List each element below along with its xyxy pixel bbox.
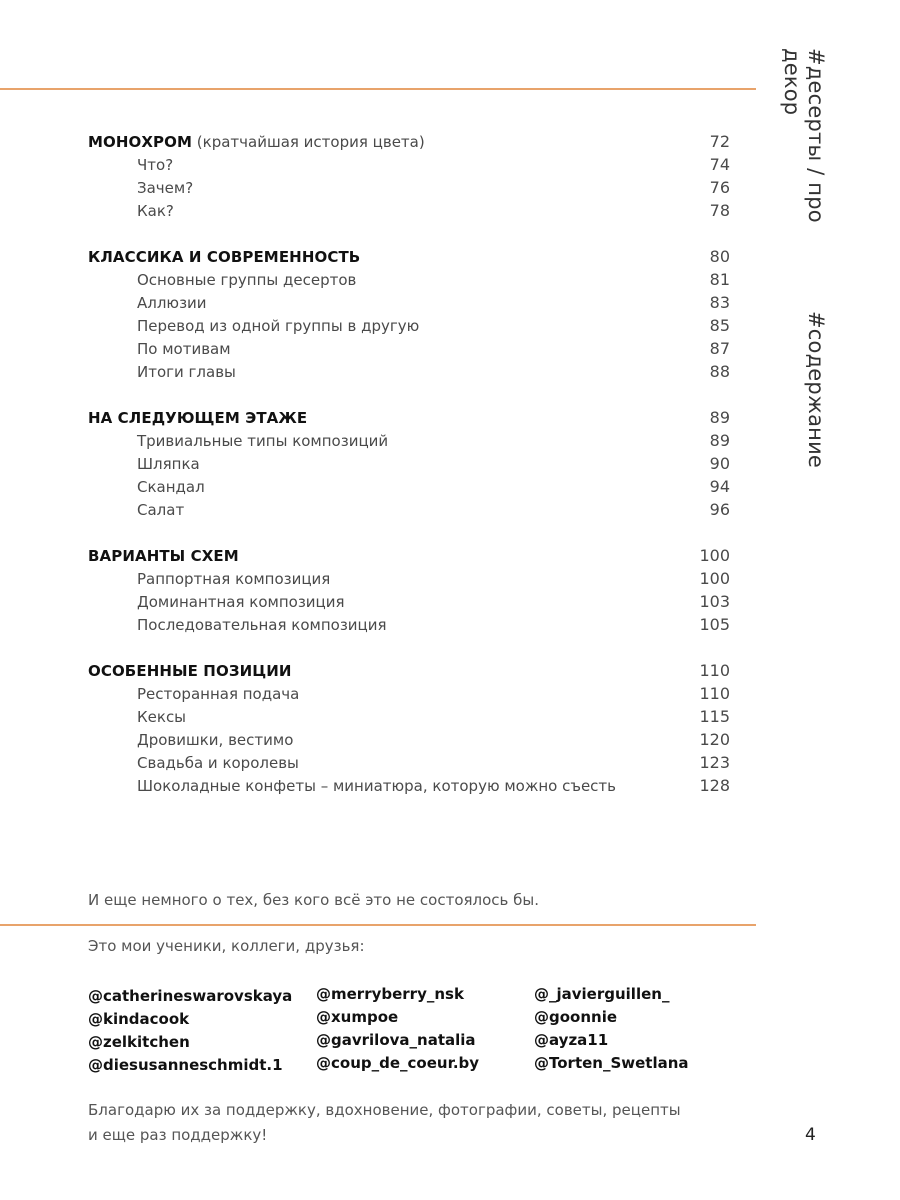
toc-page-number: 89 (709, 408, 730, 427)
toc-item-row (88, 567, 738, 590)
toc-item-title: Свадьба и королевы (137, 754, 299, 772)
toc-item-title: Шляпка (137, 455, 200, 473)
side-tag-desserts: #десерты / про декор (780, 48, 828, 223)
toc-chapter-title: КЛАССИКА И СОВРЕМЕННОСТЬ (88, 248, 361, 266)
toc-item-row (88, 176, 738, 199)
toc-page-number: 80 (709, 247, 730, 266)
toc-page-number: 103 (699, 592, 730, 611)
instagram-handle: @kindacook (88, 1010, 190, 1028)
toc-item-title: По мотивам (137, 340, 231, 358)
toc-page-number: 128 (699, 776, 730, 795)
toc-item-title: Скандал (137, 478, 205, 496)
handles-list (88, 983, 728, 1079)
toc-page-number: 100 (699, 546, 730, 565)
toc-item-row (88, 153, 738, 176)
toc-page-number: 85 (709, 316, 730, 335)
toc-page-number: 94 (709, 477, 730, 496)
side-tag-contents: #содержание (804, 310, 828, 468)
toc-chapter-row (88, 245, 738, 268)
toc-chapter-title: НА СЛЕДУЮЩЕМ ЭТАЖЕ (88, 409, 308, 427)
toc-chapter-title: ВАРИАНТЫ СХЕМ (88, 547, 239, 565)
toc-item-row (88, 360, 738, 383)
toc-page-number: 87 (709, 339, 730, 358)
toc-section (88, 245, 738, 383)
toc-page-number: 88 (709, 362, 730, 381)
toc-item-row (88, 452, 738, 475)
toc-item-row (88, 705, 738, 728)
toc-item-row (88, 475, 738, 498)
toc-chapter-row (88, 659, 738, 682)
instagram-handle: @xumpoe (316, 1008, 399, 1026)
toc-page-number: 89 (709, 431, 730, 450)
toc-page-number: 110 (699, 684, 730, 703)
toc-item-title: Кексы (137, 708, 187, 726)
toc-item-row (88, 774, 738, 797)
toc-section (88, 544, 738, 636)
handle-column (88, 985, 292, 1077)
toc-item-title: Зачем? (137, 179, 194, 197)
closing-line-1: Благодарю их за поддержку, вдохновение, фотографии, советы, рецепты (88, 1101, 681, 1119)
toc-item-title: Последовательная композиция (137, 616, 387, 634)
toc-page-number: 83 (709, 293, 730, 312)
toc-item-title: Дровишки, вестимо (137, 731, 294, 749)
toc-page-number: 110 (699, 661, 730, 680)
toc-page-number: 78 (709, 201, 730, 220)
toc-item-title: Раппортная композиция (137, 570, 331, 588)
instagram-handle: @coup_de_coeur.by (316, 1054, 480, 1072)
instagram-handle: @merryberry_nsk (316, 985, 464, 1003)
toc-page-number: 105 (699, 615, 730, 634)
toc-item-row (88, 613, 738, 636)
toc-page-number: 100 (699, 569, 730, 588)
side-tags (782, 48, 828, 468)
toc-section (88, 406, 738, 521)
toc-item-title: Основные группы десертов (137, 271, 357, 289)
toc-page-number: 123 (699, 753, 730, 772)
toc-item-row (88, 314, 738, 337)
thanks-text: И еще немного о тех, без кого всё это не состоялось бы. (88, 891, 540, 909)
instagram-handle: @gavrilova_natalia (316, 1031, 476, 1049)
page-number: 4 (805, 1125, 816, 1145)
toc-item-row (88, 199, 738, 222)
toc-item-title: Перевод из одной группы в другую (137, 317, 420, 335)
middle-divider (0, 924, 756, 926)
toc-page-number: 96 (709, 500, 730, 519)
toc-item-row (88, 682, 738, 705)
instagram-handle: @Torten_Swetlana (534, 1054, 689, 1072)
toc-item-title: Тривиальные типы композиций (137, 432, 389, 450)
toc-item-title: Ресторанная подача (137, 685, 300, 703)
closing-line-2: и еще раз поддержку! (88, 1126, 268, 1144)
toc-item-title: Доминантная композиция (137, 593, 345, 611)
toc-item-title: Итоги главы (137, 363, 236, 381)
toc-item-row (88, 498, 738, 521)
toc-chapter-row (88, 406, 738, 429)
toc-section (88, 659, 738, 797)
toc-page-number: 120 (699, 730, 730, 749)
toc-chapter-row (88, 544, 738, 567)
toc-section (88, 130, 738, 222)
toc-chapter-title: МОНОХРОМ (88, 133, 193, 151)
toc-page-number: 81 (709, 270, 730, 289)
top-divider (0, 88, 756, 90)
toc-chapter-note: (кратчайшая история цвета) (192, 133, 425, 151)
handle-column (534, 983, 689, 1075)
toc-item-title: Как? (137, 202, 174, 220)
instagram-handle: @diesusanneschmidt.1 (88, 1056, 283, 1074)
toc-item-title: Аллюзии (137, 294, 207, 312)
instagram-handle: @ayza11 (534, 1031, 609, 1049)
toc-chapter-row (88, 130, 738, 153)
toc-page-number: 72 (709, 132, 730, 151)
toc-page-number: 76 (709, 178, 730, 197)
toc-item-row (88, 291, 738, 314)
instagram-handle: @_javierguillen_ (534, 985, 670, 1003)
toc-item-row (88, 728, 738, 751)
toc-item-title: Что? (137, 156, 174, 174)
toc-item-row (88, 337, 738, 360)
closing-text (88, 1098, 728, 1148)
handle-column (316, 983, 479, 1075)
toc-page-number: 90 (709, 454, 730, 473)
toc-page-number: 115 (699, 707, 730, 726)
toc-item-row (88, 429, 738, 452)
toc-item-row (88, 268, 738, 291)
table-of-contents (88, 130, 738, 820)
toc-item-title: Шоколадные конфеты – миниатюра, которую можно съесть (137, 777, 616, 795)
toc-page-number: 74 (709, 155, 730, 174)
students-intro: Это мои ученики, коллеги, друзья: (88, 937, 365, 955)
toc-item-title: Салат (137, 501, 185, 519)
instagram-handle: @zelkitchen (88, 1033, 190, 1051)
instagram-handle: @goonnie (534, 1008, 618, 1026)
toc-chapter-title: ОСОБЕННЫЕ ПОЗИЦИИ (88, 662, 292, 680)
instagram-handle: @catherineswarovskaya (88, 987, 293, 1005)
toc-item-row (88, 751, 738, 774)
toc-item-row (88, 590, 738, 613)
